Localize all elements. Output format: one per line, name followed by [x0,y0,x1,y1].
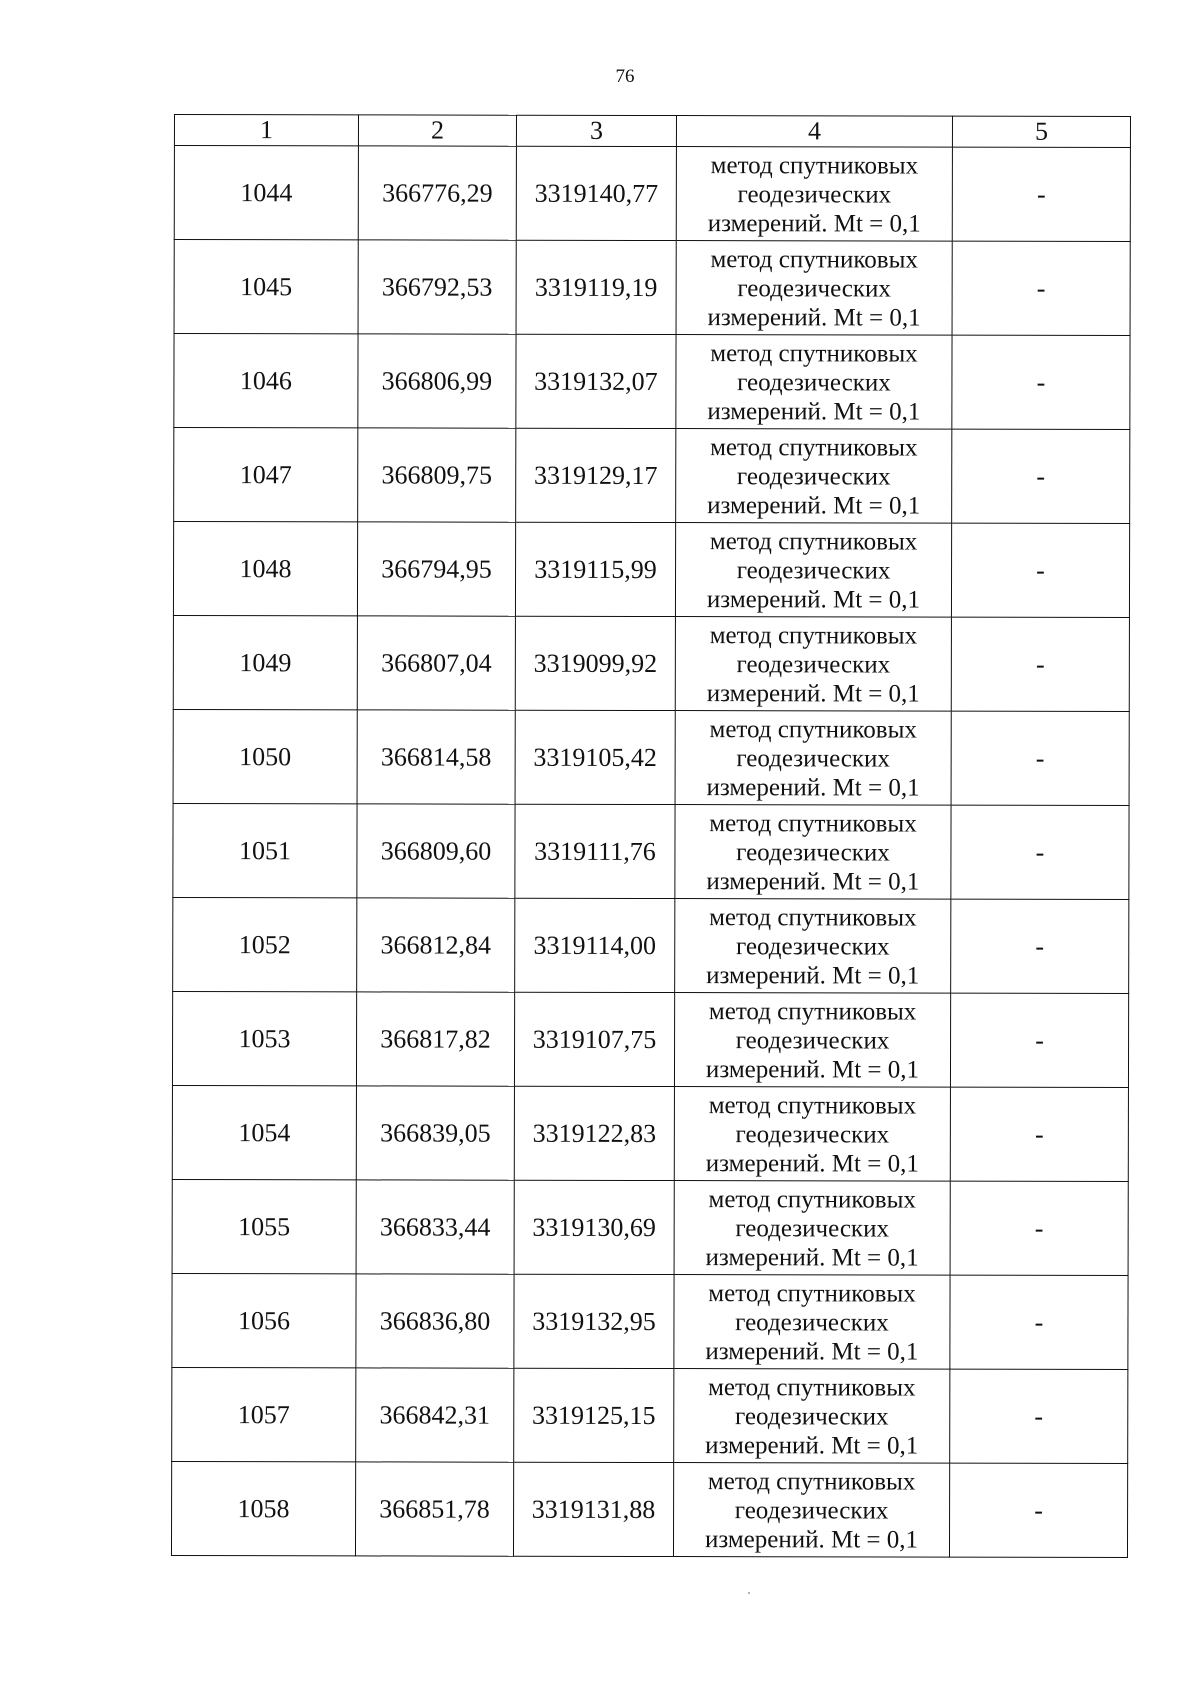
x-coordinate-cell: 366839,05 [356,1086,514,1180]
point-number-cell: 1057 [172,1367,356,1461]
y-coordinate-cell: 3319119,19 [516,240,676,334]
method-line: геодезических [735,933,890,961]
point-number-cell: 1054 [172,1085,356,1179]
header-col-3: 3 [516,115,676,146]
method-line: геодезических [735,1121,890,1149]
table-row [174,428,1130,524]
point-number-cell: 1058 [171,1461,355,1555]
table-row [173,615,1129,711]
method-line: геодезических [736,839,890,867]
method-line: геодезических [735,1309,889,1337]
point-number-cell: 1051 [173,803,357,897]
table-row [173,709,1129,805]
point-number-cell: 1050 [173,709,357,803]
header-row [174,115,1130,148]
method-line: метод спутниковых [710,434,918,462]
note-cell: - [952,147,1130,241]
method-cell [675,805,951,900]
point-number-cell: 1049 [173,615,357,709]
method-line: измерений. Mt = 0,1 [705,1056,920,1084]
point-number-cell: 1047 [174,428,358,522]
note-cell: - [950,1275,1128,1369]
method-cell [674,1275,950,1370]
note-cell: - [951,617,1129,711]
x-coordinate-cell: 366812,84 [357,898,515,992]
point-number-cell: 1056 [172,1273,356,1367]
method-line: метод спутниковых [709,528,918,556]
x-coordinate-cell: 366851,78 [355,1462,513,1556]
y-coordinate-cell: 3319122,83 [514,1086,674,1180]
method-line: измерений. Mt = 0,1 [705,1432,919,1460]
method-cell [676,147,952,242]
table-row [173,522,1129,618]
y-coordinate-cell: 3319132,95 [514,1274,674,1368]
note-cell: - [951,899,1129,993]
note-cell: - [951,711,1129,805]
method-cell [674,1181,950,1276]
y-coordinate-cell: 3319140,77 [516,146,676,240]
table-row [172,1179,1128,1275]
x-coordinate-cell: 366794,95 [357,522,515,616]
note-cell: - [949,1463,1127,1557]
method-cell [676,429,952,524]
method-cell [675,711,951,806]
method-line: измерений. Mt = 0,1 [707,492,921,520]
method-line: измерений. Mt = 0,1 [707,304,921,332]
method-line: геодезических [736,745,890,773]
method-cell [675,899,951,994]
method-line: измерений. Mt = 0,1 [705,1244,919,1272]
scan-speck [748,1592,750,1594]
method-line: геодезических [734,1403,889,1431]
y-coordinate-cell: 3319111,76 [515,804,675,898]
method-line: измерений. Mt = 0,1 [705,1338,919,1366]
method-cell [673,1463,949,1558]
table-row [174,240,1130,336]
method-line: геодезических [735,1027,890,1055]
point-number-cell: 1052 [173,897,357,991]
method-line: геодезических [736,651,891,679]
method-line: метод спутниковых [709,810,917,838]
note-cell: - [952,429,1130,523]
method-line: геодезических [736,463,891,491]
y-coordinate-cell: 3319125,15 [514,1368,674,1462]
x-coordinate-cell: 366809,75 [358,428,516,522]
note-cell: - [950,1181,1128,1275]
table-header [174,115,1130,148]
point-number-cell: 1055 [172,1179,356,1273]
method-line: метод спутниковых [709,904,917,932]
method-line: метод спутниковых [708,1186,916,1214]
y-coordinate-cell: 3319130,69 [514,1180,674,1274]
point-number-cell: 1048 [173,522,357,616]
method-line: метод спутниковых [707,1468,916,1496]
method-cell [675,523,951,618]
x-coordinate-cell: 366814,58 [357,710,515,804]
y-coordinate-cell: 3319132,07 [516,334,676,428]
note-cell: - [950,1369,1128,1463]
method-line: измерений. Mt = 0,1 [706,868,920,896]
method-line: геодезических [737,275,891,303]
method-line: геодезических [734,1497,889,1525]
method-cell [676,335,952,430]
method-line: геодезических [737,181,892,209]
x-coordinate-cell: 366792,53 [358,240,516,334]
method-line: измерений. Mt = 0,1 [706,774,920,802]
method-line: измерений. Mt = 0,1 [707,210,921,238]
header-col-4: 4 [676,116,952,148]
table-row [173,897,1129,993]
x-coordinate-cell: 366842,31 [356,1368,514,1462]
table-body [171,146,1130,1558]
x-coordinate-cell: 366809,60 [357,804,515,898]
x-coordinate-cell: 366833,44 [356,1180,514,1274]
y-coordinate-cell: 3319107,75 [514,992,674,1086]
x-coordinate-cell: 366776,29 [358,146,516,240]
note-cell: - [950,1087,1128,1181]
y-coordinate-cell: 3319114,00 [515,898,675,992]
method-line: измерений. Mt = 0,1 [706,680,920,708]
method-line: измерений. Mt = 0,1 [705,1150,919,1178]
method-cell [674,993,950,1088]
method-line: метод спутниковых [710,152,919,180]
x-coordinate-cell: 366836,80 [356,1274,514,1368]
method-line: метод спутниковых [708,1374,916,1402]
table-row [171,1461,1127,1557]
y-coordinate-cell: 3319099,92 [515,616,675,710]
method-line: геодезических [735,1215,889,1243]
method-line: метод спутниковых [710,246,918,274]
method-line: метод спутниковых [708,1280,916,1308]
method-line: геодезических [736,557,891,585]
note-cell: - [950,993,1128,1087]
x-coordinate-cell: 366807,04 [357,616,515,710]
method-line: метод спутниковых [709,716,917,744]
note-cell: - [952,241,1130,335]
note-cell: - [951,805,1129,899]
method-line: измерений. Mt = 0,1 [707,398,921,426]
point-number-cell: 1045 [174,240,358,334]
method-line: метод спутниковых [708,998,917,1026]
method-cell [676,241,952,336]
coordinates-table [171,114,1131,1558]
method-line: метод спутниковых [709,622,918,650]
header-col-1: 1 [174,115,358,146]
method-cell [675,617,951,712]
note-cell: - [952,335,1130,429]
page-number: 76 [615,66,635,87]
point-number-cell: 1046 [174,334,358,428]
x-coordinate-cell: 366817,82 [356,992,514,1086]
y-coordinate-cell: 3319115,99 [515,522,675,616]
point-number-cell: 1044 [174,146,358,240]
y-coordinate-cell: 3319105,42 [515,710,675,804]
x-coordinate-cell: 366806,99 [358,334,516,428]
table-row [172,1367,1128,1463]
method-line: измерений. Mt = 0,1 [704,1526,919,1554]
method-line: метод спутниковых [708,1092,917,1120]
method-line: измерений. Mt = 0,1 [706,962,920,990]
y-coordinate-cell: 3319131,88 [513,1462,673,1556]
y-coordinate-cell: 3319129,17 [516,428,676,522]
method-cell [674,1087,950,1182]
table-row [172,1085,1128,1181]
method-line: метод спутниковых [710,340,918,368]
method-cell [674,1369,950,1464]
note-cell: - [951,523,1129,617]
table-row [173,803,1129,899]
method-line: геодезических [737,369,891,397]
table-row [172,991,1128,1087]
table-row [174,334,1130,430]
header-col-2: 2 [358,115,516,146]
point-number-cell: 1053 [172,991,356,1085]
method-line: измерений. Mt = 0,1 [706,586,921,614]
table-row [172,1273,1128,1369]
table-row [174,146,1130,242]
header-col-5: 5 [952,116,1130,147]
